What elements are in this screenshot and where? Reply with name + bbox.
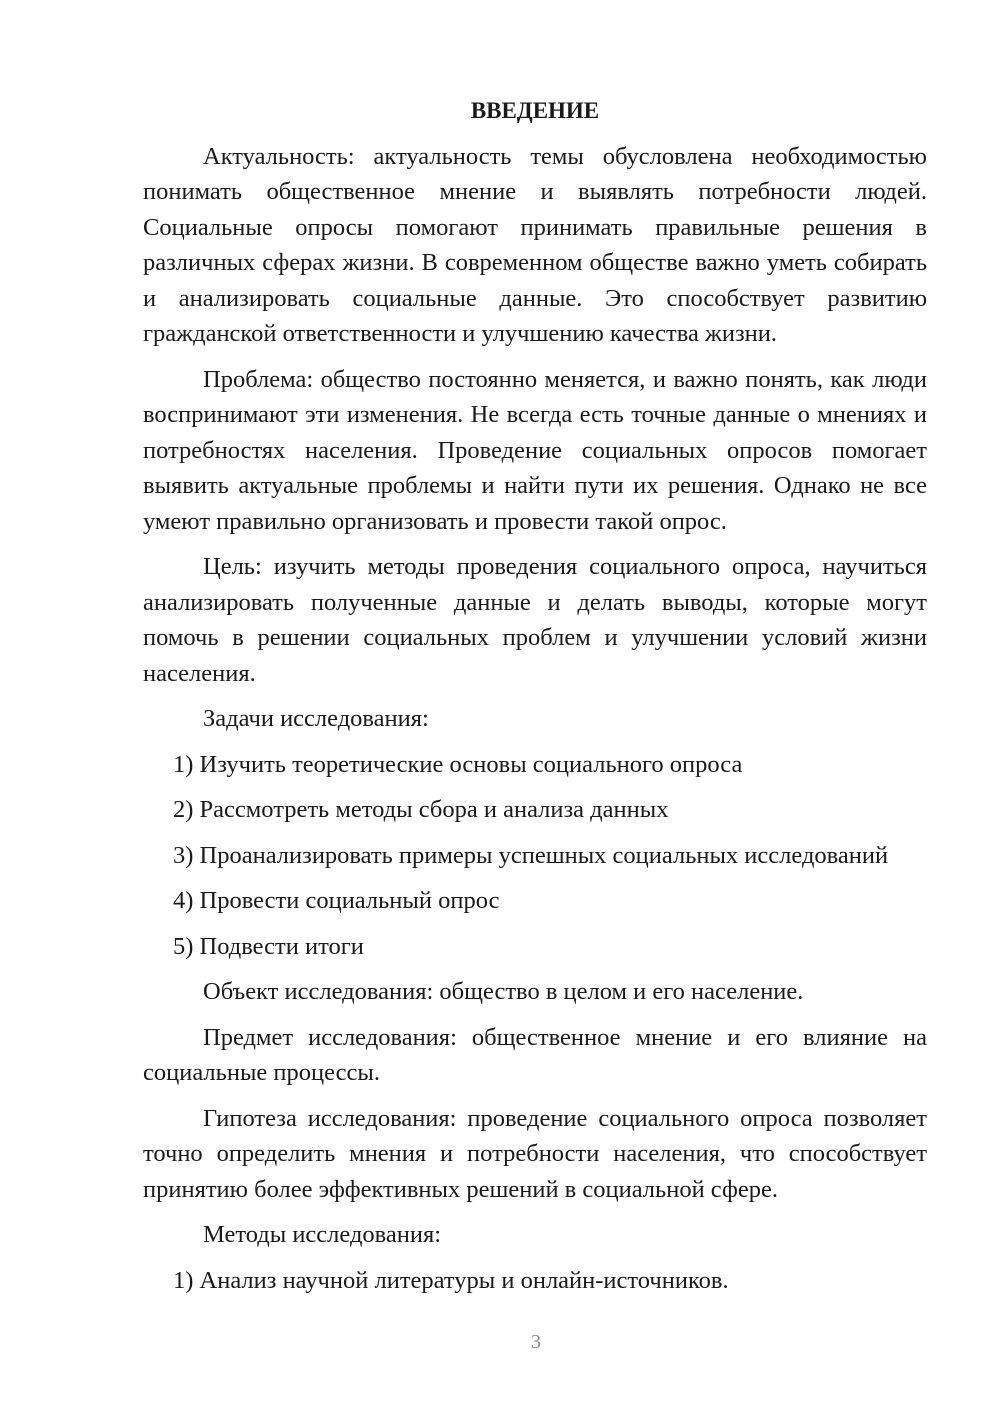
- task-item: 2) Рассмотреть методы сбора и анализа данных: [173, 796, 669, 823]
- methods-heading: Методы исследования:: [203, 1221, 442, 1248]
- page-content: [143, 93, 927, 1308]
- task-item: 1) Изучить теоретические основы социального опроса: [173, 750, 743, 778]
- page-number: 3: [531, 1331, 541, 1353]
- goal-paragraph: Цель: изучить методы проведения социального опроса, научиться анализировать полученные данные и делать выводы, которые могут помочь в решении социальных проблем и улучшении условий жизни населения.: [143, 553, 927, 687]
- subject-paragraph: Предмет исследования: общественное мнение и его влияние на социальные процессы.: [143, 1023, 927, 1086]
- problem-paragraph: Проблема: общество постоянно меняется, и важно понять, как люди воспринимают эти изменения. Не всегда есть точные данные о мнениях и потребностях населения. Проведение социальных опросов помогает выявить актуальные проблемы и найти пути их решения. Однако не все умеют правильно организовать и провести такой опрос.: [143, 365, 927, 535]
- object-statement: Объект исследования: общество в целом и его население.: [203, 978, 804, 1005]
- relevance-paragraph: Актуальность: актуальность темы обусловлена необходимостью понимать общественное мнение и выявлять потребности людей. Социальные опросы помогают принимать правильные решения в различных сферах жизни. В современном обществе важно уметь собирать и анализировать социальные данные. Это способствует развитию гражданской ответственности и улучшению качества жизни.: [143, 142, 927, 347]
- task-item: 4) Провести социальный опрос: [173, 887, 500, 914]
- hypothesis-paragraph: Гипотеза исследования: проведение социального опроса позволяет точно определить мнения и потребности населения, что способствует принятию более эффективных решений в социальной сфере.: [143, 1104, 927, 1203]
- tasks-heading: Задачи исследования:: [203, 705, 429, 732]
- task-item: 3) Проанализировать примеры успешных социальных исследований: [173, 841, 889, 869]
- task-item: 5) Подвести итоги: [173, 932, 364, 960]
- page-title: ВВЕДЕНИЕ: [470, 98, 600, 123]
- method-item: 1) Анализ научной литературы и онлайн-источников.: [173, 1266, 729, 1294]
